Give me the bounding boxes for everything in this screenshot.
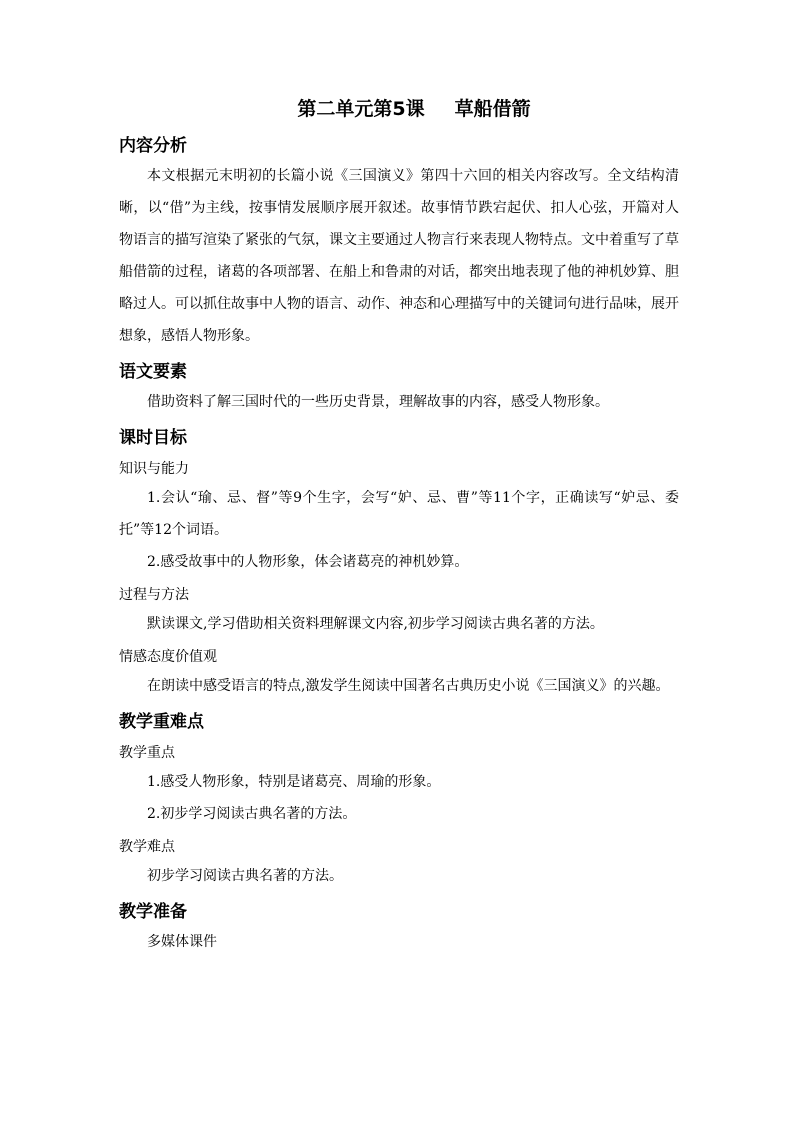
paragraph-difficulty: 初步学习阅读古典名著的方法。 (147, 868, 343, 884)
subheading-process: 过程与方法 (119, 587, 189, 603)
paragraph-emotion: 在朗读中感受语言的特点,激发学生阅读中国著名古典历史小说《三国演义》的兴趣。 (147, 678, 670, 694)
subheading-knowledge: 知识与能力 (119, 461, 189, 477)
document-page (119, 92, 679, 958)
subheading-difficulty: 教学难点 (119, 839, 175, 855)
goal-item-2: 2.感受故事中的人物形象，体会诸葛亮的神机妙算。 (147, 554, 469, 570)
heading-content-analysis: 内容分析 (119, 136, 187, 156)
heading-key-points: 教学重难点 (119, 712, 204, 732)
document-title (149, 92, 679, 126)
heading-preparation: 教学准备 (119, 902, 187, 922)
subheading-focus: 教学重点 (119, 745, 175, 761)
paragraph-content-analysis: 本文根据元末明初的长篇小说《三国演义》第四十六回的相关内容改写。全文结构清晰，以“借”为主线，按事情发展顺序展开叙述。故事情节跌宕起伏、扣人心弦，开篇对人物语言的描写渲染了紧张的气氛，课文主要通过人物言行来表现人物特点。文中着重写了草船借箭的过程，诸葛的各项部署、在船上和鲁肃的对话，都突出地表现了他的神机妙算、胆略过人。可以抓住故事中人物的语言、动作、神态和心理描写中的关键词句进行品味，展开想象，感悟人物形象。 (119, 168, 679, 344)
paragraph-preparation: 多媒体课件 (147, 934, 217, 950)
title-lesson: 第二单元第5课 (297, 98, 425, 120)
goal-item-1: 1.会认“瑜、忌、督”等9个生字，会写“妒、忌、曹”等11个字，正确读写“妒忌、委托”等12个词语。 (119, 490, 679, 538)
heading-lesson-goals: 课时目标 (119, 428, 187, 448)
paragraph-language-elements: 借助资料了解三国时代的一些历史背景，理解故事的内容，感受人物形象。 (147, 394, 609, 410)
subheading-emotion: 情感态度价值观 (119, 649, 217, 665)
focus-item-2: 2.初步学习阅读古典名著的方法。 (147, 806, 357, 822)
paragraph-process: 默读课文,学习借助相关资料理解课文内容,初步学习阅读古典名著的方法。 (147, 616, 604, 632)
title-text: 草船借箭 (454, 98, 531, 120)
focus-item-1: 1.感受人物形象，特别是诸葛亮、周瑜的形象。 (147, 774, 441, 790)
heading-language-elements: 语文要素 (119, 362, 187, 382)
